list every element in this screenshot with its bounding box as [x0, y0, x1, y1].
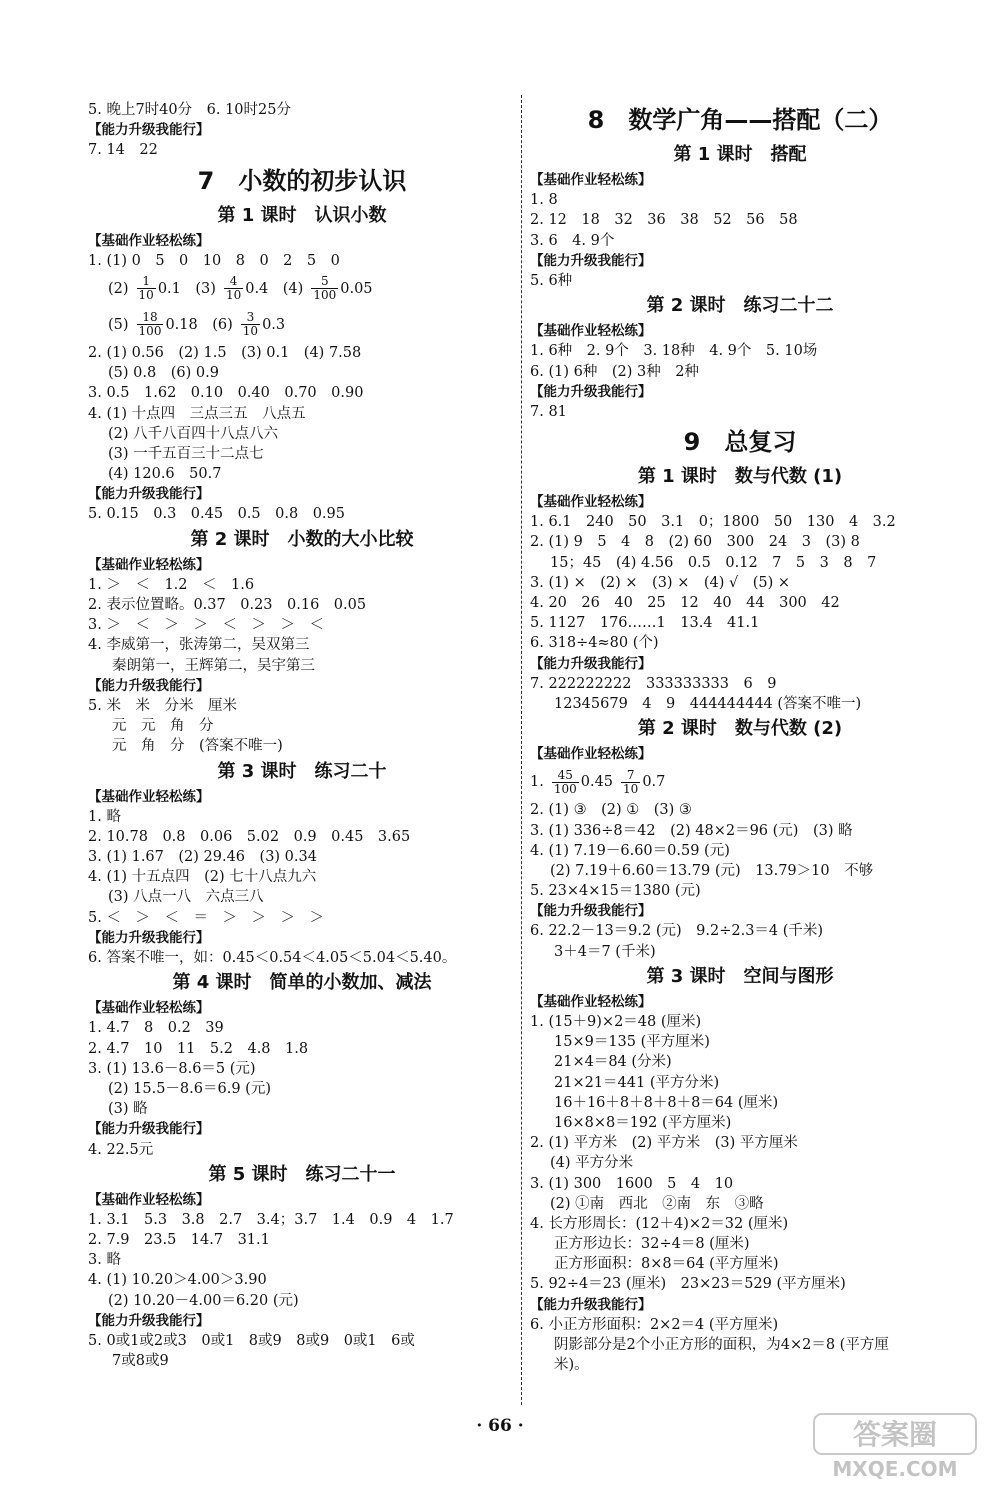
answer-text: 1. — [530, 774, 544, 791]
fraction-denominator: 100 — [313, 288, 337, 303]
lesson-title: 第 1 课时 搭配 — [673, 144, 807, 165]
answer-line: 7. 14 22 — [88, 142, 158, 159]
answer-line: 2. 表示位置略。0.37 0.23 0.16 0.05 — [88, 597, 367, 613]
answer-line: 1. 6种 2. 9个 3. 18种 4. 9个 5. 10场 — [530, 343, 818, 360]
fraction — [552, 769, 579, 796]
section-tag: 【基础作业轻松练】 — [530, 494, 652, 511]
answer-line: 正方形边长：32÷4＝8 (厘米) — [554, 1236, 750, 1253]
lesson-title: 第 2 课时 小数的大小比较 — [190, 528, 414, 550]
answer-text: 0.7 — [642, 774, 666, 791]
section-tag: 【基础作业轻松练】 — [88, 788, 210, 805]
fraction-numerator: 18 — [142, 310, 158, 325]
column-divider — [521, 95, 522, 1405]
left-column — [88, 100, 516, 1371]
watermark-text: 答案圈 — [852, 1418, 938, 1451]
answer-line: 1. (1) 0 5 0 10 8 0 2 5 0 — [88, 252, 340, 269]
answer-line-fractions — [88, 271, 516, 307]
section-tag: 【能力升级我能行】 — [530, 252, 652, 269]
fraction-numerator: 5 — [320, 274, 329, 289]
answer-line: 3. (1) 300 1600 5 4 10 — [530, 1175, 734, 1192]
answer-text: 0.05 — [340, 280, 373, 297]
answer-line: 4. (1) 十点四 三点三五 八点五 — [88, 405, 306, 422]
answer-line: 4. 李威第一，张涛第二，吴双第三 — [88, 637, 310, 654]
answer-line: 7. 81 — [530, 403, 567, 420]
answer-line: 4. (1) 10.20＞4.00＞3.90 — [88, 1272, 267, 1289]
answer-line: 2. (1) 9 5 4 8 (2) 60 300 24 3 (3) 8 — [530, 534, 860, 551]
lesson-title: 第 2 课时 练习二十二 — [646, 295, 834, 317]
page-number: · 66 · — [476, 1416, 524, 1436]
answer-line: 6. (1) 6种 (2) 3种 2种 — [530, 363, 699, 380]
answer-line: 5. 米 米 分米 厘米 — [88, 697, 237, 714]
right-column — [530, 100, 950, 1375]
section-tag: 【基础作业轻松练】 — [88, 232, 210, 249]
fraction-denominator: 10 — [242, 324, 259, 339]
answer-line: (2) 10.20－4.00＝6.20 (元) — [108, 1292, 299, 1309]
section-tag: 【基础作业轻松练】 — [530, 746, 652, 763]
answer-line: (2) ①南 西北 ②南 东 ③略 — [550, 1195, 764, 1212]
section-tag: 【基础作业轻松练】 — [88, 1191, 210, 1208]
answer-line: 6. 22.2－13＝9.2 (元) 9.2÷2.3＝4 (千米) — [530, 923, 824, 940]
lesson-title: 第 1 课时 数与代数 (1) — [637, 466, 843, 488]
lesson-title: 第 3 课时 空间与图形 — [646, 965, 834, 987]
answer-line: 1. 略 — [88, 808, 121, 825]
fraction — [241, 311, 260, 338]
lesson-title: 第 3 课时 练习二十 — [217, 760, 387, 782]
answer-line: 7或8或9 — [112, 1353, 169, 1370]
section-tag: 【基础作业轻松练】 — [530, 323, 652, 340]
answer-line: 4. (1) 7.19－6.60＝0.59 (元) — [530, 842, 730, 859]
answer-line: 21×21＝441 (平方分米) — [554, 1074, 720, 1091]
answer-line: 21×4＝84 (分米) — [554, 1054, 672, 1071]
answer-line: 1. 4.7 8 0.2 39 — [88, 1020, 224, 1037]
answer-line: 1. 6.1 240 50 3.1 0；1800 50 130 4 3.2 — [530, 514, 896, 531]
section-tag: 【能力升级我能行】 — [88, 929, 210, 946]
answer-line: 3. 0.5 1.62 0.10 0.40 0.70 0.90 — [88, 385, 364, 402]
lesson-title: 第 5 课时 练习二十一 — [208, 1163, 396, 1185]
answer-line: (3) 八点一八 六点三八 — [108, 889, 264, 906]
answer-text: 0.45 — [580, 774, 614, 791]
answer-line: 3. (1) 1.67 (2) 29.46 (3) 0.34 — [88, 849, 317, 866]
fraction-numerator: 45 — [557, 767, 573, 782]
section-tag: 【能力升级我能行】 — [530, 1296, 652, 1313]
lesson-title: 第 2 课时 数与代数 (2) — [637, 718, 843, 740]
fraction-numerator: 7 — [626, 767, 635, 782]
answer-line: 3. (1) × (2) × (3) × (4) √ (5) × — [530, 574, 791, 591]
answer-line: 2. 10.78 0.8 0.06 5.02 0.9 0.45 3.65 — [88, 828, 411, 845]
answer-line: 4. (1) 十五点四 (2) 七十八点九六 — [88, 869, 317, 886]
answer-text: 0.1 (3) — [157, 280, 216, 297]
answer-line: (2) 15.5－8.6＝6.9 (元) — [108, 1080, 271, 1097]
answer-text: (5) — [108, 316, 129, 333]
answer-line: 4. 长方形周长：(12＋4)×2＝32 (厘米) — [530, 1215, 789, 1232]
lesson-title: 第 4 课时 简单的小数加、减法 — [172, 972, 432, 994]
answer-line: 4. 22.5元 — [88, 1141, 154, 1158]
answer-line: 5. 92÷4＝23 (厘米) 23×23＝529 (平方厘米) — [530, 1276, 846, 1293]
answer-line: 15×9＝135 (平方厘米) — [554, 1034, 710, 1051]
answer-line: 秦朗第一，王辉第二，吴宇第三 — [112, 657, 315, 674]
chapter-title: 7 小数的初步认识 — [197, 166, 407, 195]
fraction — [137, 275, 156, 302]
answer-text: 0.3 — [262, 316, 286, 333]
answer-line: 1. (15＋9)×2＝48 (厘米) — [530, 1014, 702, 1030]
answer-line: 阴影部分是2个小正方形的面积，为4×2＝8 (平方厘 — [554, 1337, 889, 1353]
fraction-denominator: 10 — [623, 781, 639, 796]
fraction — [224, 275, 243, 302]
answer-line: 2. (1) ③ (2) ① (3) ③ — [530, 802, 692, 819]
answer-line: 5. ＜ ＞ ＜ ＝ ＞ ＞ ＞ ＞ — [88, 909, 324, 926]
answer-line: 1. 3.1 5.3 3.8 2.7 3.4；3.7 1.4 0.9 4 1.7 — [88, 1211, 454, 1228]
section-tag: 【能力升级我能行】 — [88, 122, 210, 139]
answer-line: 元 角 分 (答案不唯一) — [112, 738, 283, 755]
section-tag: 【能力升级我能行】 — [88, 677, 210, 694]
fraction — [137, 311, 164, 338]
answer-line: 7. 222222222 333333333 6 9 — [530, 675, 777, 692]
fraction — [621, 769, 640, 796]
fraction-denominator: 10 — [138, 288, 154, 303]
answer-text: (2) — [108, 280, 129, 297]
answer-line: 1. ＞ ＜ 1.2 ＜ 1.6 — [88, 576, 255, 593]
answer-line: 16＋16＋8＋8＋8＋8＝64 (厘米) — [554, 1094, 779, 1111]
fraction-denominator: 100 — [138, 324, 162, 339]
answer-line: 2. 4.7 10 11 5.2 4.8 1.8 — [88, 1040, 309, 1057]
answer-line: 5. 6种 — [530, 272, 573, 289]
answer-line: 5. 晚上7时40分 6. 10时25分 — [88, 102, 291, 118]
answer-line: 5. 23×4×15＝1380 (元) — [530, 883, 701, 900]
section-tag: 【能力升级我能行】 — [88, 486, 210, 503]
answer-line: 1. 8 — [530, 192, 558, 209]
fraction-numerator: 3 — [246, 310, 255, 325]
answer-line: 3. ＞ ＜ ＞ ＞ ＜ ＞ ＞ ＜ — [88, 617, 324, 634]
answer-line: 3. 6 4. 9个 — [530, 232, 615, 249]
chapter-title: 8 数学广角——搭配（二） — [587, 106, 893, 134]
answer-line: 4. 20 26 40 25 12 40 44 300 42 — [530, 595, 840, 611]
lesson-title: 第 1 课时 认识小数 — [217, 204, 387, 226]
answer-line: 15；45 (4) 4.56 0.5 0.12 7 5 3 8 7 — [550, 554, 877, 571]
section-tag: 【能力升级我能行】 — [88, 1121, 210, 1138]
answer-line: (2) 八千八百四十八点八六 — [108, 425, 279, 442]
answer-line: 16×8×8＝192 (平方厘米) — [554, 1114, 732, 1131]
section-tag: 【基础作业轻松练】 — [530, 172, 652, 188]
watermark-url: MXQE.COM — [832, 1457, 958, 1481]
answer-line: 2. (1) 平方米 (2) 平方米 (3) 平方厘米 — [530, 1135, 798, 1152]
watermark-logo — [810, 1410, 980, 1482]
answer-line: 6. 小正方形面积：2×2＝4 (平方厘米) — [530, 1316, 779, 1333]
section-tag: 【基础作业轻松练】 — [88, 1000, 210, 1017]
answer-line: 6. 318÷4≈80 (个) — [530, 635, 659, 652]
answer-line-fractions — [530, 764, 950, 800]
answer-line: 5. 0.15 0.3 0.45 0.5 0.8 0.95 — [88, 506, 345, 523]
fraction-numerator: 4 — [229, 274, 238, 289]
answer-line: 2. 7.9 23.5 14.7 31.1 — [88, 1232, 270, 1249]
answer-line: 5. 1127 176……1 13.4 41.1 — [530, 615, 760, 632]
answer-line: 正方形面积：8×8＝64 (平方厘米) — [554, 1256, 779, 1273]
answer-text: 0.4 (4) — [245, 280, 304, 297]
answer-line: (4) 120.6 50.7 — [108, 466, 222, 483]
fraction — [311, 275, 338, 302]
answer-line: 3. (1) 13.6－8.6＝5 (元) — [88, 1060, 256, 1077]
answer-line: (2) 7.19＋6.60＝13.79 (元) 13.79＞10 不够 — [550, 862, 874, 879]
fraction-numerator: 1 — [142, 274, 150, 289]
section-tag: 【基础作业轻松练】 — [530, 993, 652, 1010]
fraction-denominator: 100 — [553, 781, 577, 796]
answer-line: 3＋4＝7 (千米) — [554, 943, 656, 960]
answer-line: (3) 一千五百三十二点七 — [108, 445, 264, 462]
section-tag: 【能力升级我能行】 — [530, 383, 652, 400]
answer-line: 2. 12 18 32 36 38 52 56 58 — [530, 212, 798, 229]
answer-line: 3. (1) 336÷8＝42 (2) 48×2＝96 (元) (3) 略 — [530, 822, 853, 839]
section-tag: 【能力升级我能行】 — [530, 655, 652, 672]
answer-line: 3. 略 — [88, 1252, 121, 1269]
fraction-denominator: 10 — [225, 288, 242, 303]
answer-line: (3) 略 — [108, 1101, 148, 1118]
answer-line: 米)。 — [554, 1357, 589, 1374]
answer-line: (5) 0.8 (6) 0.9 — [108, 365, 219, 382]
answer-text: 0.18 (6) — [165, 316, 233, 333]
answer-line: 6. 答案不唯一，如：0.45＜0.54＜4.05＜5.04＜5.40。 — [88, 950, 457, 966]
section-tag: 【能力升级我能行】 — [530, 903, 652, 920]
answer-line: (4) 平方分米 — [550, 1155, 634, 1172]
answer-line: 5. 0或1或2或3 0或1 8或9 8或9 0或1 6或 — [88, 1333, 415, 1349]
section-tag: 【能力升级我能行】 — [88, 1312, 210, 1329]
chapter-title: 9 总复习 — [683, 428, 797, 457]
section-tag: 【基础作业轻松练】 — [88, 556, 210, 573]
answer-line: 12345679 4 9 444444444 (答案不唯一) — [554, 695, 862, 712]
answer-line: 2. (1) 0.56 (2) 1.5 (3) 0.1 (4) 7.58 — [88, 344, 362, 361]
answer-line-fractions — [88, 307, 516, 343]
answer-line: 元 元 角 分 — [112, 718, 214, 735]
